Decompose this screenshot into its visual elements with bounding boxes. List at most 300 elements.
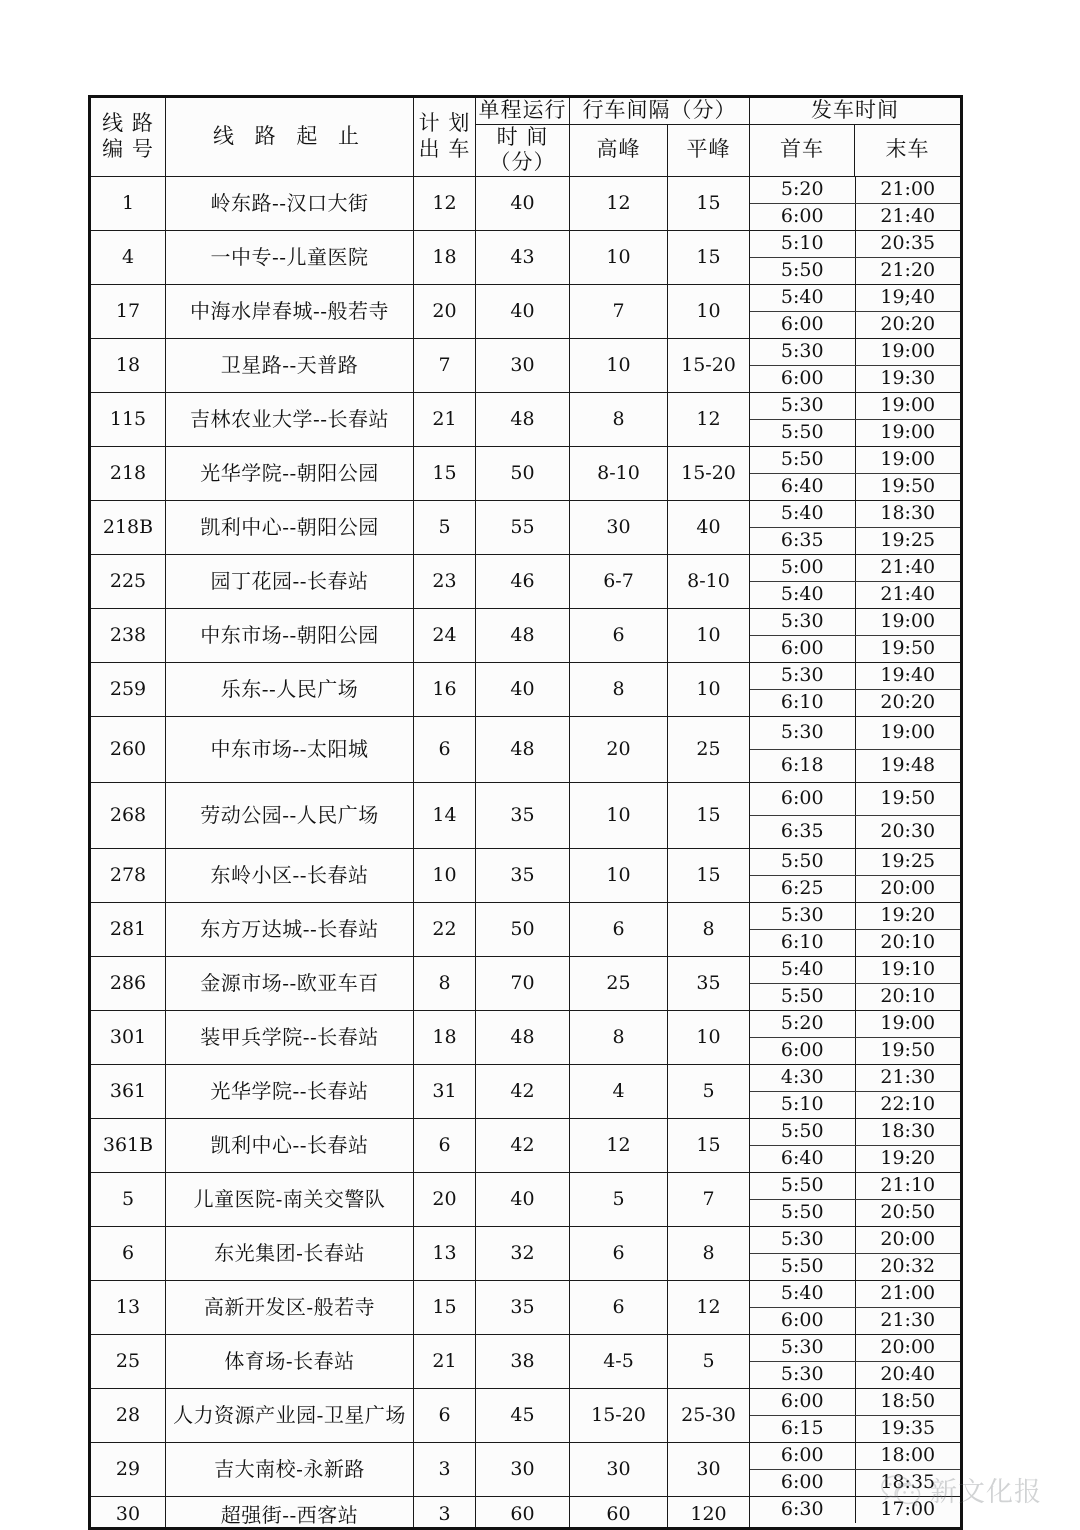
cell-depart-times bbox=[750, 716, 962, 782]
cell-first-bus: 5:40 bbox=[750, 501, 855, 528]
cell-first-bus: 5:50 bbox=[750, 849, 855, 876]
cell-route-no: 4 bbox=[90, 230, 166, 284]
table-row bbox=[90, 1064, 962, 1118]
table-row bbox=[90, 1226, 962, 1280]
cell-plan: 21 bbox=[414, 1334, 476, 1388]
table-row bbox=[90, 608, 962, 662]
header-route-no-line1: 线 路 bbox=[102, 111, 154, 136]
depart-times-subrow bbox=[750, 609, 960, 636]
cell-offpeak: 8 bbox=[668, 902, 750, 956]
cell-plan: 21 bbox=[414, 392, 476, 446]
cell-last-bus: 21:20 bbox=[855, 257, 960, 284]
cell-last-bus: 19:30 bbox=[855, 365, 960, 392]
depart-times-subtable bbox=[750, 555, 960, 608]
cell-first-bus: 6:30 bbox=[750, 1497, 855, 1523]
cell-offpeak: 10 bbox=[668, 608, 750, 662]
table-row bbox=[90, 662, 962, 716]
cell-offpeak: 25-30 bbox=[668, 1388, 750, 1442]
cell-last-bus: 20:32 bbox=[855, 1253, 960, 1280]
cell-first-bus: 5:30 bbox=[750, 717, 855, 750]
cell-route-no: 218B bbox=[90, 500, 166, 554]
depart-times-subrow bbox=[750, 1253, 960, 1280]
table-body bbox=[90, 176, 962, 1528]
table-row bbox=[90, 716, 962, 782]
table-row bbox=[90, 554, 962, 608]
table-row bbox=[90, 1442, 962, 1496]
cell-trip-time: 43 bbox=[476, 230, 570, 284]
cell-plan: 15 bbox=[414, 446, 476, 500]
cell-route-name: 东光集团-长春站 bbox=[166, 1226, 414, 1280]
depart-times-subrow bbox=[750, 1307, 960, 1334]
depart-times-subrow bbox=[750, 1145, 960, 1172]
cell-first-bus: 6:18 bbox=[750, 749, 855, 782]
cell-last-bus: 19:00 bbox=[855, 717, 960, 750]
cell-last-bus: 21:10 bbox=[855, 1173, 960, 1200]
depart-times-subtable bbox=[750, 1065, 960, 1118]
cell-route-no: 278 bbox=[90, 848, 166, 902]
cell-route-no: 301 bbox=[90, 1010, 166, 1064]
cell-plan: 10 bbox=[414, 848, 476, 902]
depart-times-subtable bbox=[750, 957, 960, 1010]
depart-times-subtable bbox=[750, 903, 960, 956]
cell-last-bus: 19:40 bbox=[855, 663, 960, 690]
cell-offpeak: 15 bbox=[668, 848, 750, 902]
depart-times-subrow bbox=[750, 1091, 960, 1118]
depart-times-subrow bbox=[750, 177, 960, 204]
cell-offpeak: 15-20 bbox=[668, 446, 750, 500]
cell-route-name: 乐东--人民广场 bbox=[166, 662, 414, 716]
cell-first-bus: 6:00 bbox=[750, 1443, 855, 1470]
cell-last-bus: 20:35 bbox=[855, 231, 960, 258]
cell-last-bus: 20:20 bbox=[855, 689, 960, 716]
cell-depart-times bbox=[750, 956, 962, 1010]
table-row bbox=[90, 1280, 962, 1334]
cell-route-name: 东方万达城--长春站 bbox=[166, 902, 414, 956]
cell-depart-times bbox=[750, 554, 962, 608]
cell-depart-times bbox=[750, 500, 962, 554]
cell-route-name: 吉林农业大学--长春站 bbox=[166, 392, 414, 446]
cell-first-bus: 5:30 bbox=[750, 393, 855, 420]
cell-plan: 12 bbox=[414, 176, 476, 230]
cell-peak: 15-20 bbox=[570, 1388, 668, 1442]
table-row bbox=[90, 338, 962, 392]
cell-peak: 7 bbox=[570, 284, 668, 338]
cell-first-bus: 4:30 bbox=[750, 1065, 855, 1092]
cell-route-name: 吉大南校-永新路 bbox=[166, 1442, 414, 1496]
depart-times-subrow bbox=[750, 473, 960, 500]
depart-times-subrow bbox=[750, 849, 960, 876]
cell-route-no: 115 bbox=[90, 392, 166, 446]
header-plan-dispatch bbox=[414, 97, 476, 177]
depart-times-subrow bbox=[750, 555, 960, 582]
cell-trip-time: 38 bbox=[476, 1334, 570, 1388]
cell-first-bus: 5:30 bbox=[750, 1335, 855, 1362]
cell-peak: 12 bbox=[570, 176, 668, 230]
cell-plan: 6 bbox=[414, 1388, 476, 1442]
cell-plan bbox=[414, 1496, 476, 1528]
cell-trip-time: 48 bbox=[476, 1010, 570, 1064]
cell-trip-time: 50 bbox=[476, 446, 570, 500]
cell-last-bus: 20:00 bbox=[855, 1227, 960, 1254]
cell-last-bus: 18:30 bbox=[855, 501, 960, 528]
cell-trip-time: 45 bbox=[476, 1388, 570, 1442]
cell-peak: 30 bbox=[570, 1442, 668, 1496]
cell-trip-time: 40 bbox=[476, 284, 570, 338]
cell-peak: 6 bbox=[570, 608, 668, 662]
cell-offpeak: 15 bbox=[668, 782, 750, 848]
cell-route-no: 18 bbox=[90, 338, 166, 392]
cell-plan: 24 bbox=[414, 608, 476, 662]
cell-peak: 8 bbox=[570, 392, 668, 446]
cell-trip-time: 30 bbox=[476, 338, 570, 392]
header-route-no-line2: 编 号 bbox=[102, 136, 154, 161]
cell-offpeak: 7 bbox=[668, 1172, 750, 1226]
depart-times-subtable bbox=[750, 339, 960, 392]
cell-plan: 20 bbox=[414, 284, 476, 338]
depart-times-subtable bbox=[750, 1389, 960, 1442]
cell-route-no: 286 bbox=[90, 956, 166, 1010]
depart-times-subrow bbox=[750, 419, 960, 446]
cell-plan: 6 bbox=[414, 1118, 476, 1172]
bus-schedule-table bbox=[88, 95, 963, 1530]
cell-offpeak: 15 bbox=[668, 176, 750, 230]
cell-plan: 3 bbox=[414, 1442, 476, 1496]
cell-route-no: 361B bbox=[90, 1118, 166, 1172]
cell-peak: 25 bbox=[570, 956, 668, 1010]
cell-plan: 13 bbox=[414, 1226, 476, 1280]
cell-peak: 6-7 bbox=[570, 554, 668, 608]
depart-times-subtable bbox=[750, 177, 960, 230]
cell-route-no: 29 bbox=[90, 1442, 166, 1496]
cell-last-bus: 18:35 bbox=[855, 1469, 960, 1496]
cell-peak: 5 bbox=[570, 1172, 668, 1226]
depart-times-subrow bbox=[750, 231, 960, 258]
depart-times-subtable bbox=[750, 1011, 960, 1064]
depart-times-subtable bbox=[750, 393, 960, 446]
cell-plan: 15 bbox=[414, 1280, 476, 1334]
cell-first-bus: 6:00 bbox=[750, 1037, 855, 1064]
depart-times-subrow bbox=[750, 1335, 960, 1362]
cell-last-bus: 19:50 bbox=[855, 473, 960, 500]
header-depart-group: 发车时间 bbox=[750, 97, 962, 125]
cell-plan: 22 bbox=[414, 902, 476, 956]
depart-times-subrow bbox=[750, 311, 960, 338]
cell-last-bus: 19:50 bbox=[855, 635, 960, 662]
cell-route-no-clip: 30 bbox=[115, 1502, 141, 1525]
header-single-trip-time bbox=[476, 124, 570, 176]
depart-times-subrow bbox=[750, 663, 960, 690]
table-row bbox=[90, 1334, 962, 1388]
depart-times-subrow bbox=[750, 815, 960, 848]
cell-offpeak: 5 bbox=[668, 1064, 750, 1118]
depart-times-subrow bbox=[750, 929, 960, 956]
depart-times-subrow bbox=[750, 1037, 960, 1064]
cell-last-bus: 19;40 bbox=[855, 285, 960, 312]
depart-times-subrow bbox=[750, 749, 960, 782]
cell-route-name: 凯利中心--长春站 bbox=[166, 1118, 414, 1172]
depart-times-subtable bbox=[750, 1335, 960, 1388]
depart-times-subtable bbox=[750, 663, 960, 716]
cell-first-bus: 5:50 bbox=[750, 1173, 855, 1200]
cell-trip-time-clip: 60 bbox=[510, 1502, 535, 1525]
bus-schedule-sheet bbox=[88, 95, 960, 1530]
cell-route-no: 1 bbox=[90, 176, 166, 230]
cell-peak: 8 bbox=[570, 1010, 668, 1064]
cell-offpeak: 8-10 bbox=[668, 554, 750, 608]
cell-peak: 10 bbox=[570, 782, 668, 848]
cell-first-bus: 5:30 bbox=[750, 903, 855, 930]
cell-last-bus: 20:10 bbox=[855, 983, 960, 1010]
cell-plan: 5 bbox=[414, 500, 476, 554]
cell-first-bus: 6:00 bbox=[750, 311, 855, 338]
cell-trip-time: 70 bbox=[476, 956, 570, 1010]
cell-depart-times bbox=[750, 1118, 962, 1172]
cell-offpeak: 15-20 bbox=[668, 338, 750, 392]
header-plan-dispatch-line2: 出 车 bbox=[418, 136, 471, 161]
cell-first-bus: 5:30 bbox=[750, 1361, 855, 1388]
depart-times-subtable bbox=[750, 501, 960, 554]
cell-trip-time: 35 bbox=[476, 782, 570, 848]
cell-first-bus: 5:40 bbox=[750, 1281, 855, 1308]
header-route-name: 线 路 起 止 bbox=[166, 97, 414, 177]
cell-last-bus: 19:35 bbox=[855, 1415, 960, 1442]
cell-last-bus: 21:40 bbox=[855, 203, 960, 230]
cell-route-no: 281 bbox=[90, 902, 166, 956]
cell-last-bus: 20:10 bbox=[855, 929, 960, 956]
wechat-icon bbox=[880, 1473, 922, 1507]
cell-route-name: 园丁花园--长春站 bbox=[166, 554, 414, 608]
depart-times-subrow bbox=[750, 581, 960, 608]
table-row bbox=[90, 848, 962, 902]
cell-peak bbox=[570, 1496, 668, 1528]
depart-times-subtable bbox=[750, 1281, 960, 1334]
cell-route-name: 儿童医院-南关交警队 bbox=[166, 1172, 414, 1226]
depart-times-subtable bbox=[750, 717, 960, 782]
depart-times-subrow bbox=[750, 1361, 960, 1388]
cell-offpeak: 40 bbox=[668, 500, 750, 554]
cell-peak: 10 bbox=[570, 338, 668, 392]
cell-depart-times bbox=[750, 1226, 962, 1280]
depart-times-subtable bbox=[750, 783, 960, 848]
cell-first-bus: 6:15 bbox=[750, 1415, 855, 1442]
cell-last-bus: 20:00 bbox=[855, 1335, 960, 1362]
cell-route-no bbox=[90, 1496, 166, 1528]
cell-route-no: 238 bbox=[90, 608, 166, 662]
cell-trip-time: 40 bbox=[476, 1172, 570, 1226]
cell-depart-times bbox=[750, 1280, 962, 1334]
cell-offpeak: 12 bbox=[668, 392, 750, 446]
watermark-text: 新文化报 bbox=[930, 1477, 1042, 1508]
header-route-no bbox=[90, 97, 166, 177]
cell-offpeak-clip: 120 bbox=[690, 1502, 727, 1525]
cell-plan: 6 bbox=[414, 716, 476, 782]
cell-first-bus: 6:10 bbox=[750, 689, 855, 716]
table-row bbox=[90, 1118, 962, 1172]
cell-last-bus: 19:00 bbox=[855, 339, 960, 366]
table-row bbox=[90, 230, 962, 284]
cell-route-name: 中东市场--朝阳公园 bbox=[166, 608, 414, 662]
cell-offpeak: 10 bbox=[668, 662, 750, 716]
cell-first-bus: 5:50 bbox=[750, 419, 855, 446]
cell-last-bus: 19:10 bbox=[855, 957, 960, 984]
cell-trip-time bbox=[476, 1496, 570, 1528]
cell-route-no: 259 bbox=[90, 662, 166, 716]
cell-offpeak: 30 bbox=[668, 1442, 750, 1496]
cell-route-no: 13 bbox=[90, 1280, 166, 1334]
cell-trip-time: 46 bbox=[476, 554, 570, 608]
table-row bbox=[90, 902, 962, 956]
cell-route-name: 中东市场--太阳城 bbox=[166, 716, 414, 782]
table-row bbox=[90, 176, 962, 230]
cell-depart-times bbox=[750, 1388, 962, 1442]
cell-route-no: 28 bbox=[90, 1388, 166, 1442]
table-row bbox=[90, 446, 962, 500]
cell-last-bus: 19:48 bbox=[855, 749, 960, 782]
cell-trip-time: 35 bbox=[476, 848, 570, 902]
cell-route-no: 361 bbox=[90, 1064, 166, 1118]
cell-trip-time: 42 bbox=[476, 1118, 570, 1172]
cell-last-bus: 18:50 bbox=[855, 1389, 960, 1416]
cell-depart-times bbox=[750, 284, 962, 338]
depart-times-subrow bbox=[750, 635, 960, 662]
cell-route-name: 岭东路--汉口大街 bbox=[166, 176, 414, 230]
cell-plan: 18 bbox=[414, 230, 476, 284]
cell-last-bus: 19:00 bbox=[855, 609, 960, 636]
depart-times-subrow bbox=[750, 689, 960, 716]
depart-times-subtable bbox=[750, 1119, 960, 1172]
cell-peak: 4 bbox=[570, 1064, 668, 1118]
cell-first-bus: 5:40 bbox=[750, 957, 855, 984]
depart-times-subrow bbox=[750, 783, 960, 816]
cell-plan: 14 bbox=[414, 782, 476, 848]
watermark bbox=[880, 1470, 1042, 1509]
cell-first-bus: 5:30 bbox=[750, 663, 855, 690]
cell-route-no: 17 bbox=[90, 284, 166, 338]
cell-depart-times bbox=[750, 446, 962, 500]
cell-first-bus: 5:50 bbox=[750, 1119, 855, 1146]
depart-times-subtable bbox=[750, 849, 960, 902]
cell-last-bus: 21:00 bbox=[855, 177, 960, 204]
header-last-bus: 末车 bbox=[855, 124, 962, 176]
depart-times-subrow bbox=[750, 717, 960, 750]
cell-first-bus: 6:25 bbox=[750, 875, 855, 902]
cell-last-bus: 19:25 bbox=[855, 527, 960, 554]
cell-offpeak: 15 bbox=[668, 1118, 750, 1172]
header-offpeak: 平峰 bbox=[668, 124, 750, 176]
cell-first-bus: 6:35 bbox=[750, 527, 855, 554]
cell-last-bus: 20:20 bbox=[855, 311, 960, 338]
cell-first-bus: 5:50 bbox=[750, 447, 855, 474]
cell-depart-times bbox=[750, 1064, 962, 1118]
cell-offpeak: 10 bbox=[668, 284, 750, 338]
cell-depart-times bbox=[750, 1010, 962, 1064]
cell-plan: 8 bbox=[414, 956, 476, 1010]
cell-last-bus: 19:50 bbox=[855, 1037, 960, 1064]
cell-route-no: 218 bbox=[90, 446, 166, 500]
cell-trip-time: 48 bbox=[476, 392, 570, 446]
cell-route-name: 体育场-长春站 bbox=[166, 1334, 414, 1388]
cell-last-bus: 19:00 bbox=[855, 393, 960, 420]
cell-peak: 12 bbox=[570, 1118, 668, 1172]
cell-route-name: 卫星路--天普路 bbox=[166, 338, 414, 392]
cell-offpeak: 35 bbox=[668, 956, 750, 1010]
cell-first-bus: 5:20 bbox=[750, 1011, 855, 1038]
cell-last-bus: 19:20 bbox=[855, 1145, 960, 1172]
cell-route-name: 光华学院--长春站 bbox=[166, 1064, 414, 1118]
cell-route-name: 东岭小区--长春站 bbox=[166, 848, 414, 902]
cell-peak: 8 bbox=[570, 662, 668, 716]
cell-first-bus: 6:00 bbox=[750, 635, 855, 662]
depart-times-subtable bbox=[750, 285, 960, 338]
header-peak: 高峰 bbox=[570, 124, 668, 176]
cell-plan: 7 bbox=[414, 338, 476, 392]
cell-offpeak bbox=[668, 1496, 750, 1528]
cell-last-bus: 21:00 bbox=[855, 1281, 960, 1308]
depart-times-subrow bbox=[750, 339, 960, 366]
cell-last-bus: 20:30 bbox=[855, 815, 960, 848]
cell-peak: 10 bbox=[570, 848, 668, 902]
cell-route-no: 225 bbox=[90, 554, 166, 608]
table-row bbox=[90, 1010, 962, 1064]
cell-depart-times bbox=[750, 608, 962, 662]
cell-trip-time: 55 bbox=[476, 500, 570, 554]
cell-first-bus: 6:00 bbox=[750, 1389, 855, 1416]
cell-last-bus: 18:30 bbox=[855, 1119, 960, 1146]
header-row-top bbox=[90, 97, 962, 125]
cell-route-no: 268 bbox=[90, 782, 166, 848]
table-row bbox=[90, 284, 962, 338]
table-row bbox=[90, 782, 962, 848]
depart-times-subrow bbox=[750, 393, 960, 420]
cell-trip-time: 40 bbox=[476, 176, 570, 230]
depart-times-subrow bbox=[750, 527, 960, 554]
header-trip-time-line2: （分） bbox=[489, 150, 556, 175]
cell-offpeak: 8 bbox=[668, 1226, 750, 1280]
cell-last-bus: 20:40 bbox=[855, 1361, 960, 1388]
cell-first-bus: 6:10 bbox=[750, 929, 855, 956]
cell-last-bus: 21:30 bbox=[855, 1065, 960, 1092]
cell-first-bus: 6:00 bbox=[750, 783, 855, 816]
cell-last-bus: 17:00 bbox=[855, 1497, 960, 1523]
cell-peak: 10 bbox=[570, 230, 668, 284]
cell-depart-times bbox=[750, 230, 962, 284]
cell-last-bus: 20:50 bbox=[855, 1199, 960, 1226]
cell-last-bus: 19:00 bbox=[855, 447, 960, 474]
cell-last-bus: 19:50 bbox=[855, 783, 960, 816]
cell-trip-time: 48 bbox=[476, 608, 570, 662]
cell-peak: 8-10 bbox=[570, 446, 668, 500]
cell-depart-times bbox=[750, 782, 962, 848]
cell-plan-clip: 3 bbox=[438, 1502, 451, 1525]
table-row bbox=[90, 1496, 962, 1528]
cell-route-name: 凯利中心--朝阳公园 bbox=[166, 500, 414, 554]
cell-peak: 6 bbox=[570, 902, 668, 956]
cell-route-name: 装甲兵学院--长春站 bbox=[166, 1010, 414, 1064]
depart-times-subrow bbox=[750, 1281, 960, 1308]
cell-peak: 20 bbox=[570, 716, 668, 782]
cell-trip-time: 32 bbox=[476, 1226, 570, 1280]
cell-last-bus: 19:00 bbox=[855, 419, 960, 446]
cell-offpeak: 10 bbox=[668, 1010, 750, 1064]
cell-depart-times bbox=[750, 848, 962, 902]
cell-first-bus: 5:30 bbox=[750, 1227, 855, 1254]
cell-first-bus: 5:10 bbox=[750, 1091, 855, 1118]
cell-route-name: 高新开发区-般若寺 bbox=[166, 1280, 414, 1334]
cell-trip-time: 50 bbox=[476, 902, 570, 956]
cell-first-bus: 5:30 bbox=[750, 339, 855, 366]
cell-route-name: 一中专--儿童医院 bbox=[166, 230, 414, 284]
cell-first-bus: 6:40 bbox=[750, 1145, 855, 1172]
